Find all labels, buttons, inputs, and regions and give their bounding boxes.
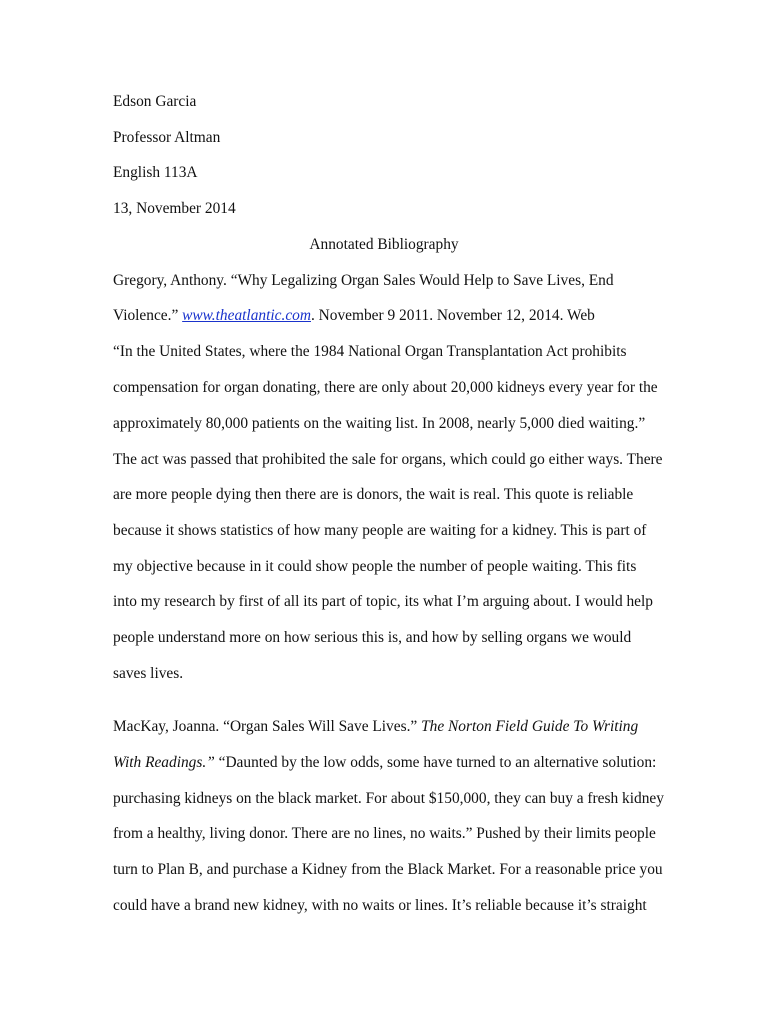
- student-name: Edson Garcia: [113, 93, 197, 110]
- entry1-citation-line1: Gregory, Anthony. “Why Legalizing Organ Sales Would Help to Save Lives, End: [113, 272, 614, 289]
- entry2-citation-line2: [113, 753, 656, 773]
- date: 13, November 2014: [113, 200, 236, 217]
- entry1-citation-text-b: . November 9 2011. November 12, 2014. Web: [310, 307, 595, 324]
- entry1-citation-line2: [113, 306, 595, 326]
- entry2-citation-line1: [113, 717, 638, 737]
- entry1-body-line: compensation for organ donating, there are only about 20,000 kidneys every year for the: [113, 379, 658, 396]
- entry1-body-line: into my research by first of all its part of topic, its what I’m arguing about. I would help: [113, 593, 653, 610]
- entry1-body-line: saves lives.: [113, 665, 184, 682]
- entry2-body-line: could have a brand new kidney, with no waits or lines. It’s reliable because it’s straight: [113, 897, 647, 914]
- entry1-body-line: because it shows statistics of how many people are waiting for a kidney. This is part of: [113, 522, 647, 539]
- entry1-body-line: my objective because in it could show people the number of people waiting. This fits: [113, 558, 637, 575]
- professor-name: Professor Altman: [113, 129, 221, 146]
- entry1-body-line: people understand more on how serious this is, and how by selling organs we would: [113, 629, 632, 646]
- entry2-body-line: purchasing kidneys on the black market. For about $150,000, they can buy a fresh kidney: [113, 790, 664, 807]
- entry2-book-title-cont: With Readings.”: [113, 754, 215, 771]
- entry2-citation-text-a: MacKay, Joanna. “Organ Sales Will Save Lives.”: [113, 718, 422, 735]
- entry1-body-line: “In the United States, where the 1984 National Organ Transplantation Act prohibits: [113, 343, 627, 360]
- entry2-body-line: turn to Plan B, and purchase a Kidney from the Black Market. For a reasonable price you: [113, 861, 663, 878]
- entry1-body-line: are more people dying then there are is donors, the wait is real. This quote is reliable: [113, 486, 634, 503]
- entry2-book-title: The Norton Field Guide To Writing: [421, 718, 639, 735]
- entry1-body-line: approximately 80,000 patients on the waiting list. In 2008, nearly 5,000 died waiting.”: [113, 415, 646, 432]
- page-title: Annotated Bibliography: [309, 236, 459, 253]
- entry1-body-line: The act was passed that prohibited the sale for organs, which could go either ways. There: [113, 451, 663, 468]
- entry2-body-line: from a healthy, living donor. There are no lines, no waits.” Pushed by their limits people: [113, 825, 656, 842]
- course-name: English 113A: [113, 164, 198, 181]
- entry1-citation-text-a: Violence.”: [113, 307, 183, 324]
- entry1-citation-link[interactable]: www.theatlantic.com: [182, 307, 311, 324]
- entry2-quote-start: “Daunted by the low odds, some have turned to an alternative solution:: [214, 754, 657, 771]
